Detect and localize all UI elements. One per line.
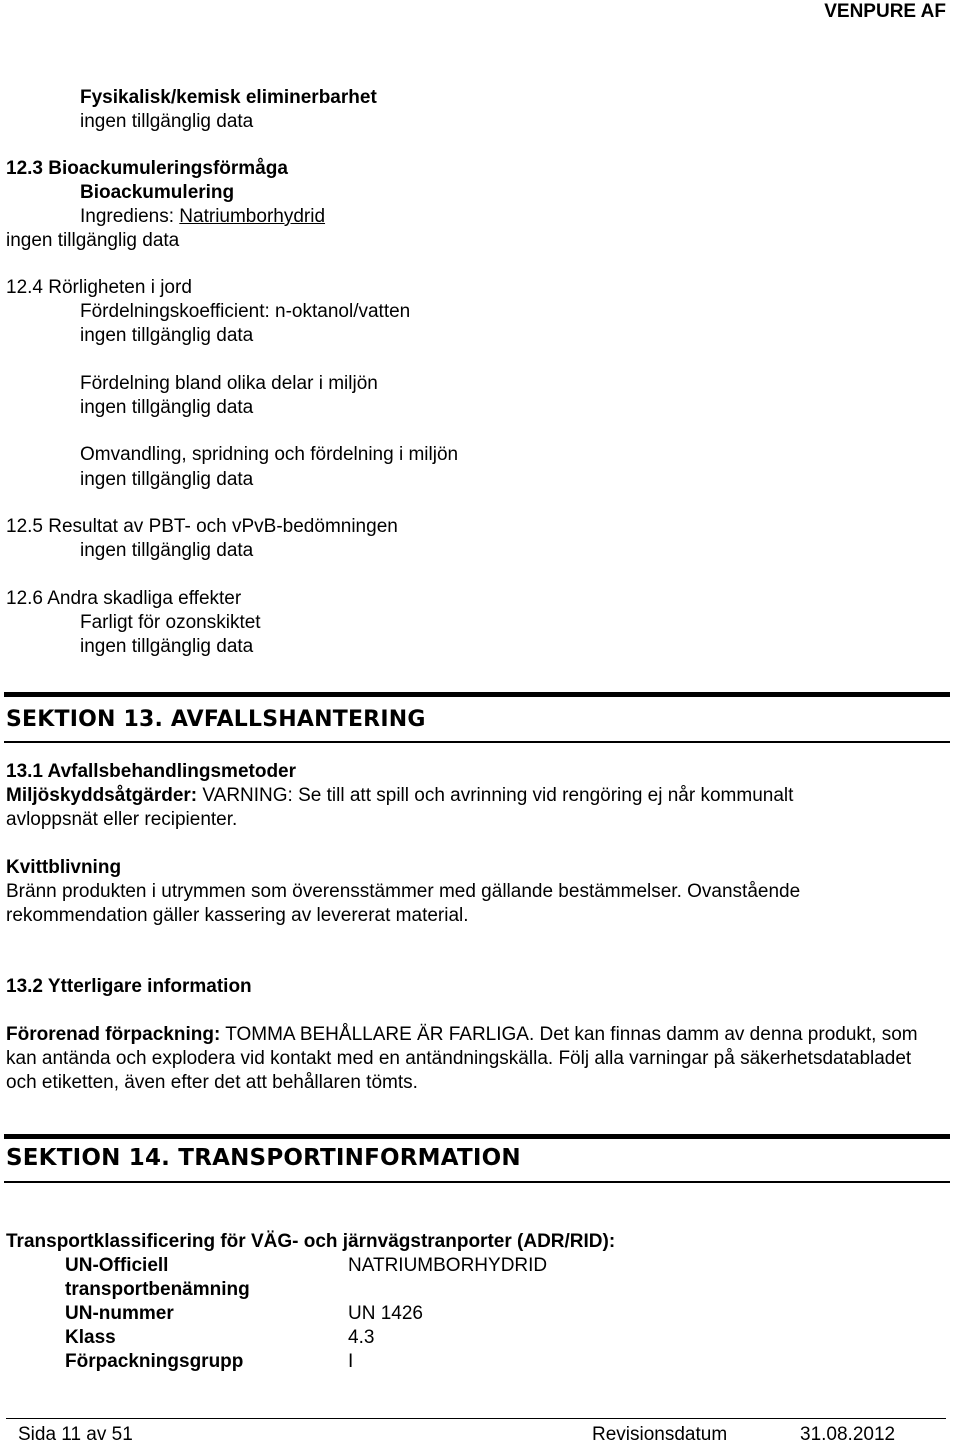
pbt-value: ingen tillgänglig data: [80, 540, 254, 561]
section-14-rule-top: [4, 1134, 950, 1139]
soil-dist-value: ingen tillgänglig data: [80, 397, 254, 418]
company-name: VENPURE AF: [824, 1, 946, 22]
other-value: ingen tillgänglig data: [80, 636, 254, 657]
phys-title: Fysikalisk/kemisk eliminerbarhet: [80, 87, 377, 108]
soil-koc-title: Fördelningskoefficient: n-oktanol/vatten: [80, 301, 411, 322]
transport-row-value: UN 1426: [348, 1303, 423, 1324]
disposal-heading: Kvittblivning: [6, 857, 122, 878]
transport-row-label: UN-nummer: [65, 1303, 174, 1324]
pack-label: Förorenad förpackning:: [6, 1024, 221, 1045]
transport-row-label: Klass: [65, 1327, 116, 1348]
soil-koc-value: ingen tillgänglig data: [80, 325, 254, 346]
bio-sub: Bioackumulering: [80, 182, 235, 203]
phys-value: ingen tillgänglig data: [80, 111, 254, 132]
footer-rule: [6, 1418, 946, 1419]
methods-heading: 13.1 Avfallsbehandlingsmetoder: [6, 761, 297, 782]
more-heading: 13.2 Ytterligare information: [6, 976, 252, 997]
env-label: Miljöskyddsåtgärder:: [6, 785, 198, 806]
other-sub: Farligt för ozonskiktet: [80, 612, 261, 633]
section-14-rule-bottom: [4, 1181, 950, 1183]
soil-conv-value: ingen tillgänglig data: [80, 469, 254, 490]
revision-label: Revisionsdatum: [592, 1424, 728, 1445]
pack-text: TOMMA BEHÅLLARE ÄR FARLIGA. Det kan finnas damm av denna produkt, som kan antända och explodera vid kontakt med en antändningskälla. Följ alla varningar på säkerhetsdatabladet och etiketten, även efter det att behållaren tömts.: [6, 1024, 918, 1093]
bio-ingredient: [80, 205, 325, 229]
disposal-text: Bränn produkten i utrymmen som överensstämmer med gällande bestämmelser. Ovanstående rekommendation gäller kassering av levererat material.: [6, 881, 801, 926]
pack-paragraph: [6, 1023, 936, 1095]
soil-conv-title: Omvandling, spridning och fördelning i miljön: [80, 444, 459, 465]
section-13-rule-top: [4, 692, 950, 697]
section-13-title: SEKTION 13. AVFALLSHANTERING: [6, 707, 426, 732]
env-text: VARNING: Se till att spill och avrinning vid rengöring ej når kommunalt avloppsnät eller recipienter.: [6, 785, 794, 830]
transport-row-value: I: [348, 1351, 354, 1372]
section-14-title: SEKTION 14. TRANSPORTINFORMATION: [6, 1145, 521, 1171]
bio-ingredient-name: Natriumborhydrid: [179, 206, 326, 227]
page-number: Sida 11 av 51: [18, 1424, 133, 1445]
revision-date: 31.08.2012: [800, 1424, 896, 1445]
bio-heading: 12.3 Bioackumuleringsförmåga: [6, 158, 288, 179]
soil-heading: 12.4 Rörligheten i jord: [6, 277, 192, 298]
transport-row-label: Förpackningsgrupp: [65, 1351, 244, 1372]
env-paragraph: [6, 784, 886, 832]
road-heading: Transportklassificering för VÄG- och järnvägstranporter (ADR/RID):: [6, 1231, 616, 1252]
bio-value: ingen tillgänglig data: [6, 230, 180, 251]
transport-row-label: UN-Officiell: [65, 1255, 169, 1276]
transport-row-value: 4.3: [348, 1327, 375, 1348]
transport-row-label-2: transportbenämning: [65, 1279, 250, 1300]
bio-ingredient-label: Ingrediens:: [80, 206, 180, 227]
transport-row-value: NATRIUMBORHYDRID: [348, 1255, 548, 1276]
pbt-heading: 12.5 Resultat av PBT- och vPvB-bedömningen: [6, 516, 398, 537]
soil-dist-title: Fördelning bland olika delar i miljön: [80, 373, 378, 394]
other-heading: 12.6 Andra skadliga effekter: [6, 588, 242, 609]
section-13-rule-bottom: [4, 741, 950, 743]
